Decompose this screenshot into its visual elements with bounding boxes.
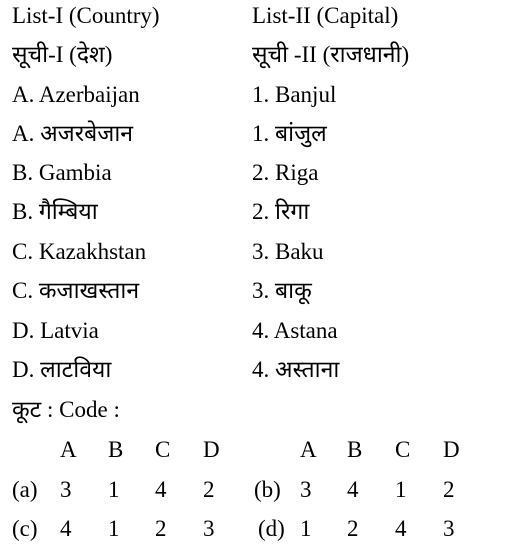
list1-item: D. Latvia xyxy=(12,318,99,343)
list2-item: 3. Baku xyxy=(252,239,324,264)
code-header-d: D xyxy=(203,437,220,462)
option-b-value: 2 xyxy=(443,477,455,502)
list1-heading-en: List-I (Country) xyxy=(12,3,160,28)
option-b-value: 1 xyxy=(395,477,407,502)
list1-item: A. Azerbaijan xyxy=(12,82,140,107)
option-a-value: 3 xyxy=(60,477,72,502)
list1-heading-hi: सूची-I (देश) xyxy=(12,42,113,67)
option-d-label[interactable]: (d) xyxy=(258,516,285,541)
option-c-value: 2 xyxy=(155,516,167,541)
option-a-value: 4 xyxy=(155,477,167,502)
option-b-label[interactable]: (b) xyxy=(254,477,281,502)
list2-heading-en: List-II (Capital) xyxy=(252,3,399,28)
code-header-c: C xyxy=(395,437,411,462)
option-d-value: 1 xyxy=(300,516,312,541)
option-d-value: 4 xyxy=(395,516,407,541)
list1-item: B. गैम्बिया xyxy=(12,199,98,224)
list1-item: D. लाटविया xyxy=(12,357,112,382)
list2-item: 2. रिगा xyxy=(252,199,310,224)
option-c-value: 3 xyxy=(203,516,215,541)
option-a-value: 1 xyxy=(108,477,120,502)
code-header-b: B xyxy=(347,437,363,462)
option-d-value: 3 xyxy=(443,516,455,541)
code-header-a: A xyxy=(60,437,77,462)
code-label: कूट : Code : xyxy=(12,397,120,422)
code-header-a: A xyxy=(300,437,317,462)
list2-item: 4. अस्ताना xyxy=(252,357,340,382)
option-c-value: 1 xyxy=(108,516,120,541)
list2-item: 2. Riga xyxy=(252,160,319,185)
list1-item: B. Gambia xyxy=(12,160,112,185)
list2-item: 1. Banjul xyxy=(252,82,337,107)
option-b-value: 4 xyxy=(347,477,359,502)
option-a-value: 2 xyxy=(203,477,215,502)
option-c-value: 4 xyxy=(60,516,72,541)
list1-item: A. अजरबेजान xyxy=(12,121,134,146)
code-header-d: D xyxy=(443,437,460,462)
list2-heading-hi: सूची -II (राजधानी) xyxy=(252,42,410,67)
list1-item: C. Kazakhstan xyxy=(12,239,147,264)
list2-item: 4. Astana xyxy=(252,318,338,343)
code-header-c: C xyxy=(155,437,171,462)
option-d-value: 2 xyxy=(347,516,359,541)
list2-item: 3. बाकू xyxy=(252,278,312,303)
code-header-b: B xyxy=(108,437,124,462)
option-a-label[interactable]: (a) xyxy=(12,477,38,502)
option-b-value: 3 xyxy=(300,477,312,502)
list2-item: 1. बांजुल xyxy=(252,121,327,146)
list1-item: C. कजाखस्तान xyxy=(12,278,140,303)
option-c-label[interactable]: (c) xyxy=(12,516,38,541)
